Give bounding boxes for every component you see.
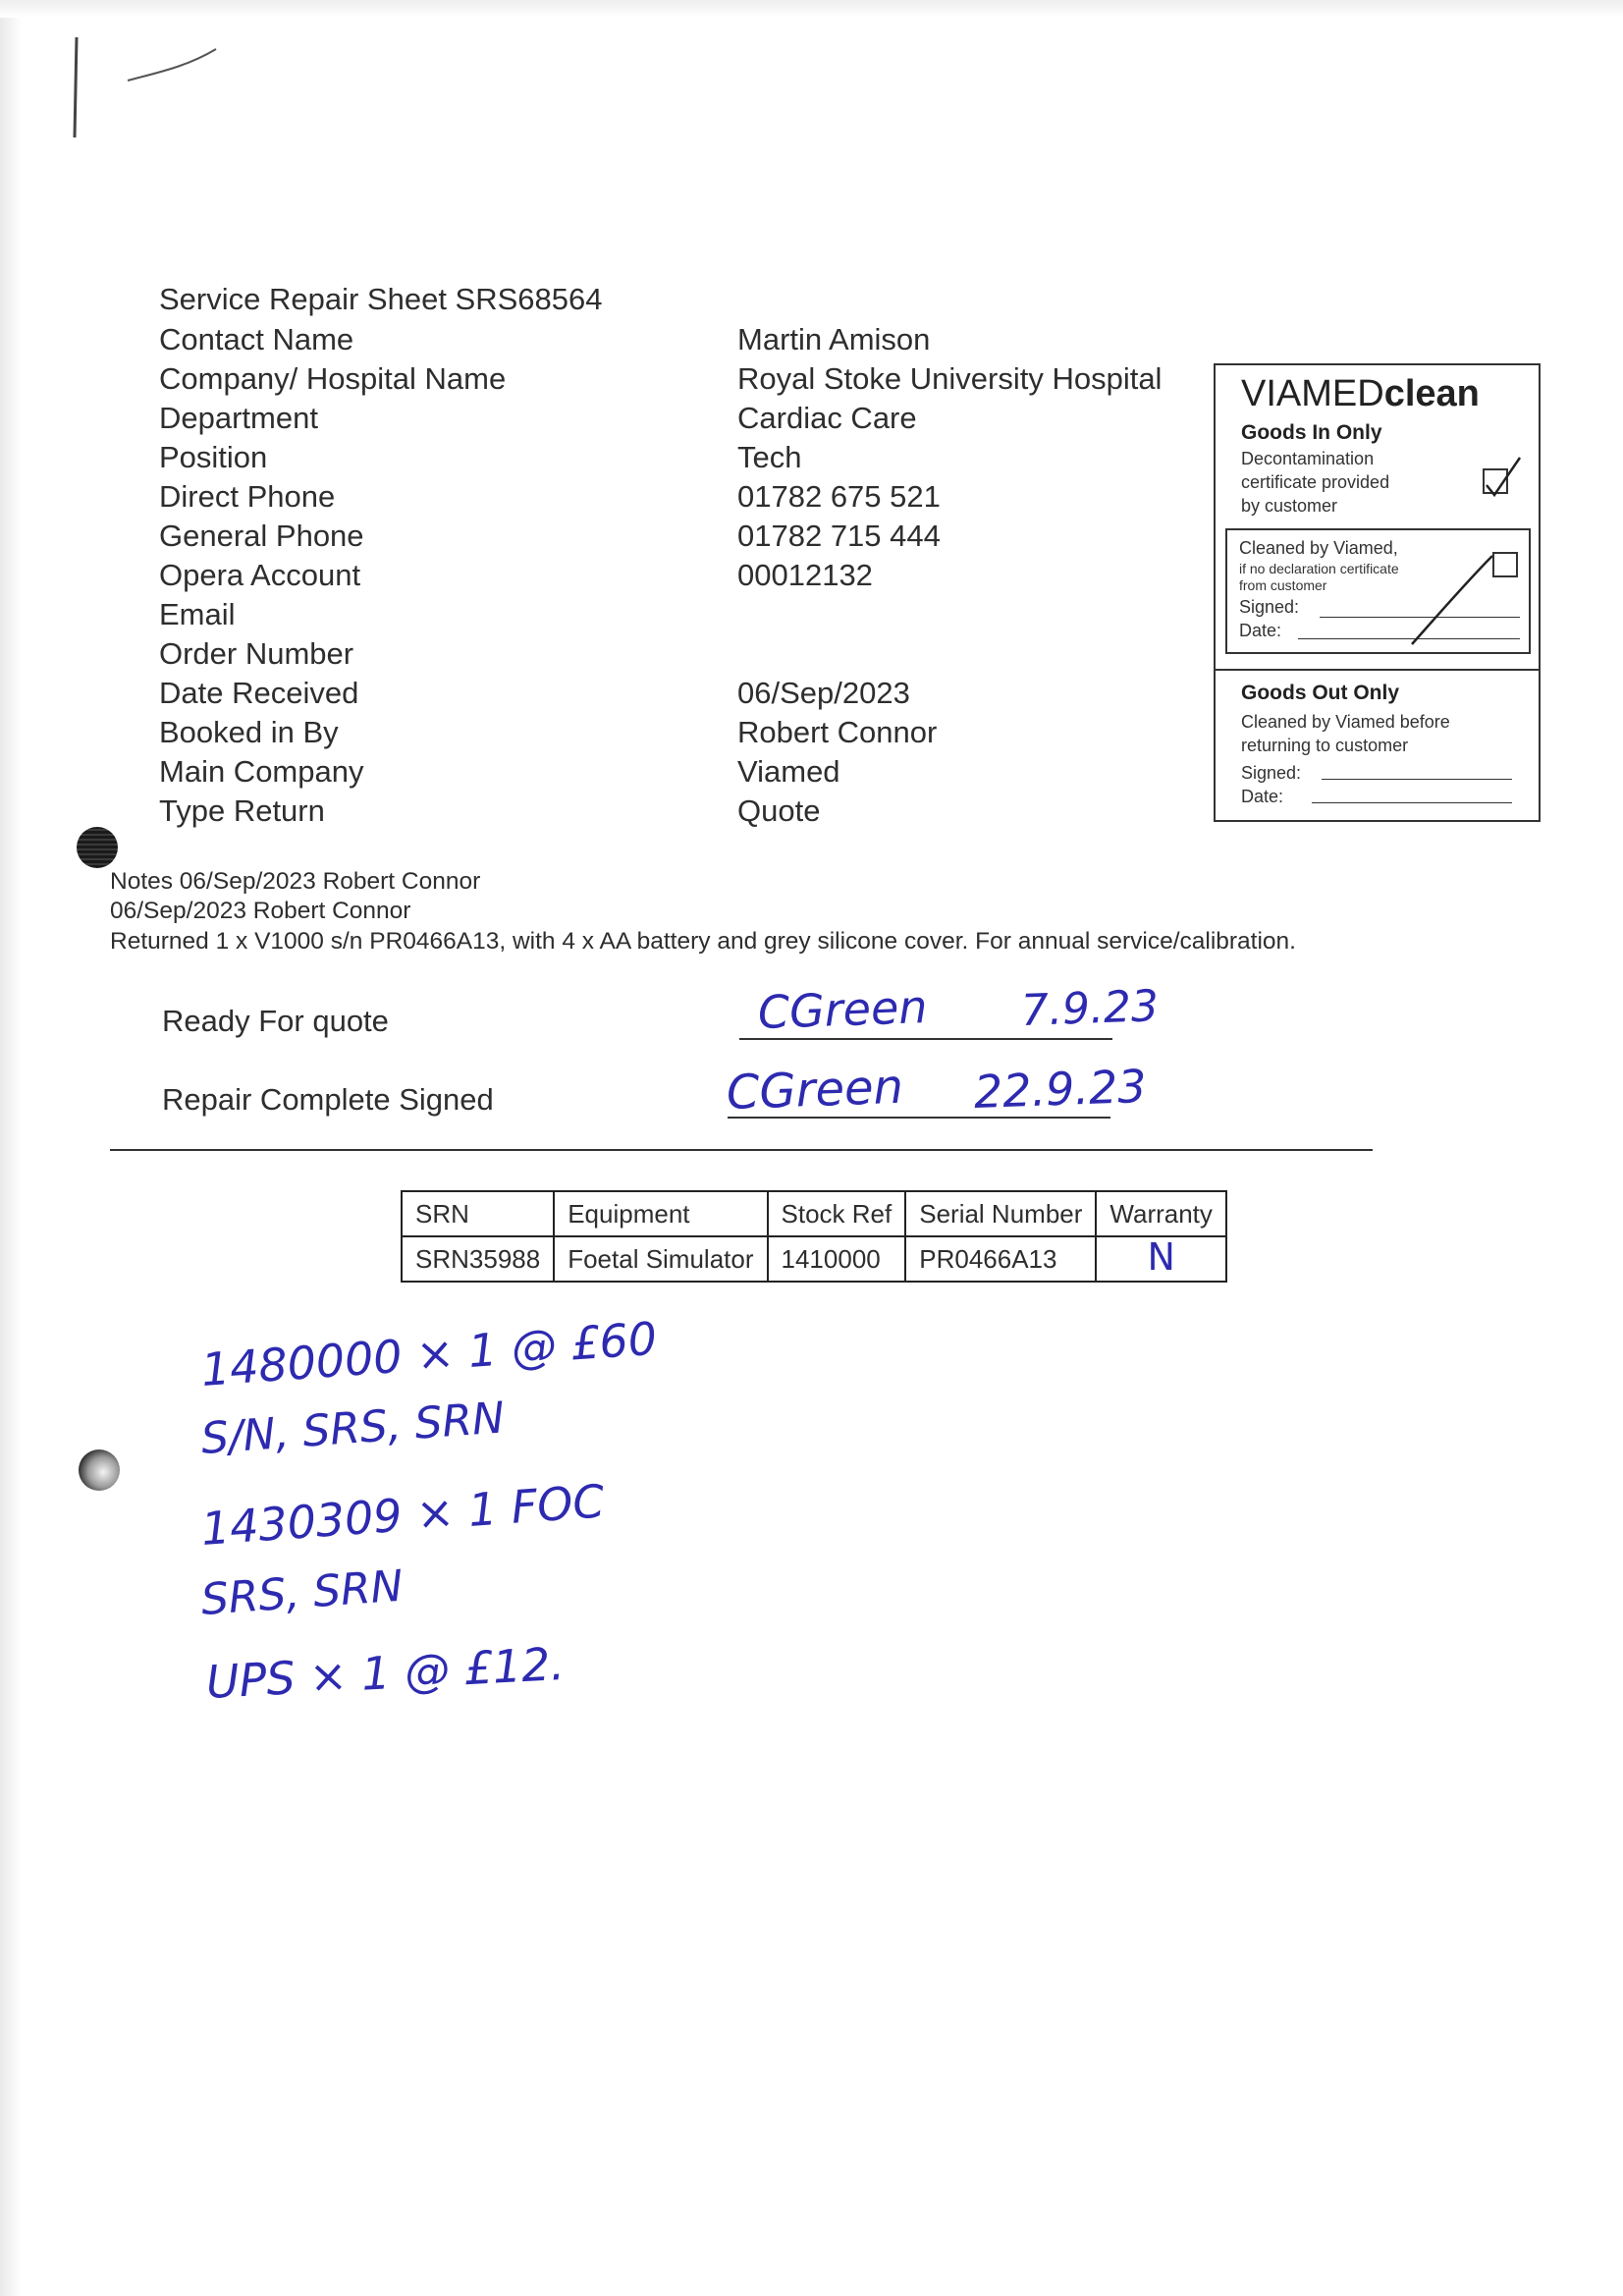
cell-warranty: [1096, 1236, 1226, 1282]
ready-date: 7.9.23: [1020, 981, 1160, 1036]
field-label: Direct Phone: [159, 479, 336, 514]
field-value: 06/Sep/2023: [737, 676, 910, 710]
notes-header: Notes 06/Sep/2023 Robert Connor: [110, 868, 481, 895]
field-label: General Phone: [159, 519, 364, 553]
col-header: Equipment: [554, 1191, 767, 1236]
viamed-clean-box: [1214, 363, 1541, 822]
field-value: 00012132: [737, 558, 873, 592]
brand-regular: VIAMED: [1241, 373, 1384, 414]
section-rule: [110, 1149, 1373, 1151]
table-row: [402, 1236, 1226, 1282]
field-value: 01782 715 444: [737, 519, 941, 553]
field-label: Opera Account: [159, 558, 361, 592]
ready-signature: CGreen: [757, 979, 929, 1039]
goods-out-line: Cleaned by Viamed before: [1241, 712, 1450, 732]
field-label: Date Received: [159, 676, 359, 710]
brand-bold: clean: [1383, 373, 1480, 414]
field-value: Royal Stoke University Hospital: [737, 361, 1163, 396]
notes-body: Returned 1 x V1000 s/n PR0466A13, with 4 x AA battery and grey silicone cover. For annual service/calibration.: [110, 928, 1296, 955]
goods-out-line: returning to customer: [1241, 736, 1409, 755]
field-label: Main Company: [159, 754, 364, 789]
repair-complete-label: Repair Complete Signed: [162, 1082, 494, 1117]
handwritten-note: UPS × 1 @ £12.: [204, 1636, 567, 1709]
signed-line: [1322, 779, 1512, 780]
cleaned-by-viamed-box: [1225, 528, 1531, 654]
signed-label: Signed:: [1241, 763, 1302, 783]
handwritten-note: SRS, SRN: [199, 1560, 406, 1625]
field-label: Order Number: [159, 636, 354, 671]
checkmark-icon: [1479, 456, 1526, 501]
cleaned-title: Cleaned by Viamed,: [1239, 538, 1398, 558]
field-value: Tech: [737, 440, 802, 474]
ready-for-quote-label: Ready For quote: [162, 1004, 389, 1038]
goods-out-title: Goods Out Only: [1241, 682, 1399, 704]
decon-line: certificate provided: [1241, 472, 1390, 492]
viamed-clean-logo: [1241, 373, 1480, 415]
scan-top-edge: [0, 0, 1623, 18]
field-label: Position: [159, 440, 268, 474]
complete-date: 22.9.23: [973, 1059, 1148, 1119]
decon-line: by customer: [1241, 496, 1338, 516]
punch-hole-bottom: [79, 1449, 120, 1491]
cleaned-sub: from customer: [1239, 577, 1327, 593]
field-value: Cardiac Care: [737, 401, 917, 435]
field-value: Robert Connor: [737, 715, 938, 749]
cell-stock-ref: 1410000: [768, 1236, 906, 1282]
decon-line: Decontamination: [1241, 449, 1375, 468]
field-label: Booked in By: [159, 715, 339, 749]
signed-label: Signed:: [1239, 597, 1300, 617]
field-label: Company/ Hospital Name: [159, 361, 507, 396]
punch-hole-top: [77, 827, 118, 868]
field-label: Department: [159, 401, 318, 435]
sheet-title: Service Repair Sheet SRS68564: [159, 282, 603, 316]
pen-slash-mark: [1404, 550, 1502, 648]
pen-marks: [59, 29, 236, 147]
complete-signature: CGreen: [726, 1059, 904, 1121]
date-line: [1312, 802, 1512, 803]
table-header-row: [402, 1191, 1226, 1236]
handwritten-note: 1480000 × 1 @ £60: [199, 1311, 659, 1396]
box-divider: [1216, 669, 1539, 671]
handwritten-note: S/N, SRS, SRN: [199, 1393, 507, 1464]
equipment-table: [401, 1190, 1227, 1283]
warranty-handwritten: N: [1147, 1234, 1175, 1279]
goods-in-title: Goods In Only: [1241, 421, 1382, 444]
field-label: Contact Name: [159, 322, 354, 356]
col-header: SRN: [402, 1191, 554, 1236]
col-header: Warranty: [1096, 1191, 1226, 1236]
date-label: Date:: [1239, 621, 1282, 640]
col-header: Serial Number: [905, 1191, 1096, 1236]
cleaned-sub: if no declaration certificate: [1239, 561, 1399, 576]
field-value: 01782 675 521: [737, 479, 941, 514]
cell-serial-number: PR0466A13: [905, 1236, 1096, 1282]
field-value: Viamed: [737, 754, 840, 789]
field-value: Quote: [737, 793, 821, 828]
handwritten-note: 1430309 × 1 FOC: [199, 1474, 607, 1556]
cell-equipment: Foetal Simulator: [554, 1236, 767, 1282]
date-label: Date:: [1241, 787, 1284, 806]
ready-sign-line: [739, 1038, 1112, 1040]
field-label: Type Return: [159, 793, 325, 828]
col-header: Stock Ref: [768, 1191, 906, 1236]
field-label: Email: [159, 597, 236, 631]
cell-srn: SRN35988: [402, 1236, 554, 1282]
field-value: Martin Amison: [737, 322, 931, 356]
notes-line: 06/Sep/2023 Robert Connor: [110, 898, 411, 924]
scan-edge: [0, 0, 22, 2296]
